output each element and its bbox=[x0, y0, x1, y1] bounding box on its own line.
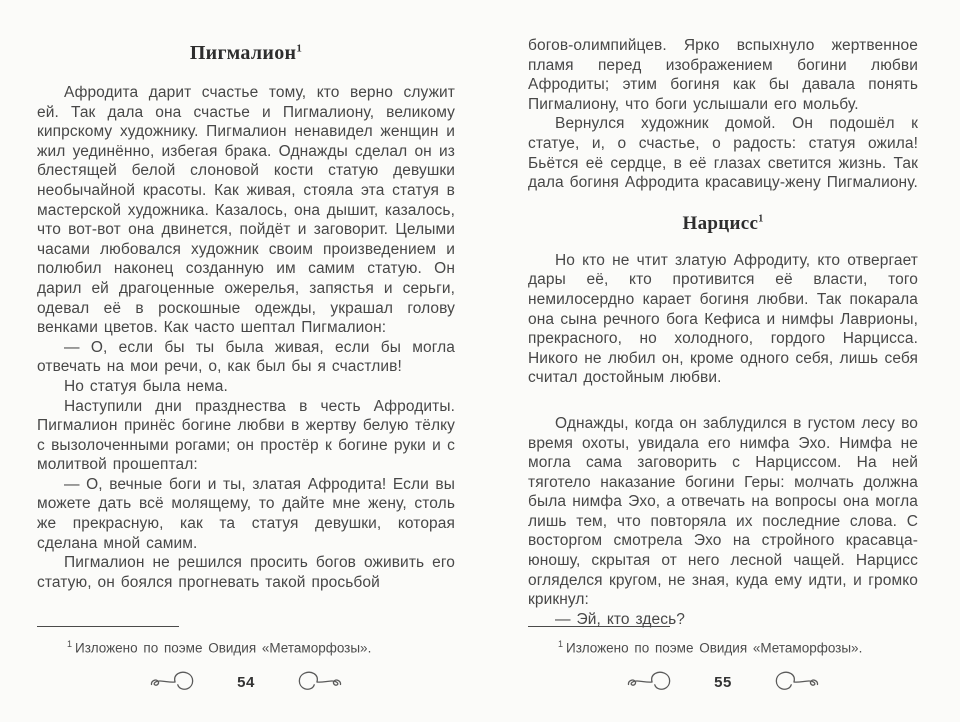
paragraph: Вернулся художник домой. Он подошёл к статуе, и, о счастье, о радость: статуя ожила! Бьётся её сердце, в её глазах светится жизнь. Так дала богиня Афродита красавицу-жену Пигмалиону. bbox=[528, 115, 918, 192]
footnote-reference-mark: 1 bbox=[758, 213, 764, 225]
footnote bbox=[528, 636, 918, 657]
paragraph-dialogue: — О, вечные боги и ты, златая Афродита! Если вы можете дать всё молящему, то дайте мне жену, столь же прекрасную, как та статуя девушки, которая сделана мной самим. bbox=[37, 475, 455, 552]
pager bbox=[37, 668, 455, 696]
flourish-right-icon bbox=[762, 670, 820, 694]
paragraph-dialogue: — Эй, кто здесь? bbox=[555, 610, 686, 628]
story-title-text: Пигмалион bbox=[189, 42, 297, 64]
left-page-body bbox=[37, 83, 455, 592]
story-title-text: Нарцисс bbox=[682, 212, 759, 234]
paragraph-dialogue: — О, если бы ты была живая, если бы могла отвечать на мои речи, о, как был бы я счастлив! bbox=[37, 338, 455, 376]
flourish-right-icon bbox=[285, 670, 343, 694]
footnote bbox=[37, 636, 455, 657]
footnote-divider bbox=[37, 626, 179, 627]
footnote-text: Изложено по поэме Овидия «Метаморфозы». bbox=[566, 640, 863, 655]
left-page bbox=[37, 36, 455, 696]
paragraph: Наступили дни празднества в честь Афродиты. Пигмалион принёс богине любви в жертву белую тёлку с вызолоченными рогами; он простёр к богине руки и с молитвой прошептал: bbox=[37, 397, 455, 474]
footnote-reference-mark: 1 bbox=[296, 42, 303, 55]
footnote-mark: 1 bbox=[67, 638, 73, 649]
paragraph: Но статуя была нема. bbox=[64, 377, 228, 395]
story-title-narcissus bbox=[528, 213, 918, 235]
flourish-left-icon bbox=[626, 670, 684, 694]
page-number: 55 bbox=[714, 673, 732, 691]
left-page-footer bbox=[37, 626, 455, 697]
pager bbox=[528, 668, 918, 696]
right-page bbox=[528, 36, 918, 696]
paragraph: Пигмалион не решился просить богов оживить его статую, он боялся прогневать такой просьбой bbox=[37, 554, 455, 591]
right-page-body bbox=[528, 36, 918, 629]
paragraph: Но кто не чтит златую Афродиту, кто отвергает дары её, кто противится её власти, того немилосердно карает богиня любви. Так покарала она сына речного бога Кефиса и нимфы Лаврионы, прекрасного, но холодного, гордого Нарцисса. Никого не любил он, кроме одного себя, лишь себя считал достойным любви. bbox=[528, 251, 918, 387]
flourish-left-icon bbox=[149, 670, 207, 694]
right-page-footer bbox=[528, 626, 918, 697]
paragraph: Однажды, когда он заблудился в густом лесу во время охоты, увидала его нимфа Эхо. Нимфа не могла сама заговорить с Нарциссом. На ней тяготело наказание богини Геры: молчать должна была нимфа Эхо, а отвечать на вопросы она могла лишь тем, что повторяла их последние слова. С восторгом смотрела Эхо на стройного красавца-юношу, скрытая от него лесной чащей. Нарцисс огляделся кругом, не зная, куда ему идти, и громко крикнул: bbox=[528, 414, 918, 609]
footnote-divider bbox=[528, 626, 670, 627]
paragraph-continuation: богов-олимпийцев. Ярко вспыхнуло жертвенное пламя перед изображением богини любви Афродиты; этим богиня как бы давала понять Пигмалиону, что боги услышали его мольбу. bbox=[528, 37, 918, 113]
page-number: 54 bbox=[237, 673, 255, 691]
footnote-mark: 1 bbox=[558, 638, 564, 649]
paragraph: Афродита дарит счастье тому, кто верно служит ей. Так дала она счастье и Пигмалиону, великому кипрскому художнику. Пигмалион ненавидел женщин и жил уединённо, избегая брака. Однажды сделал он из блестящей белой слоновой кости статую девушки необычайной красоты. Как живая, стояла эта статуя в мастерской художника. Казалось, она дышит, казалось, что вот-вот она двинется, пойдёт и заговорит. Целыми часами любовался художник своим произведением и полюбил наконец созданную им самим статую. Он дарил ей драгоценные ожерелья, запястья и серьги, одевал её в роскошные одежды, украшал голову венками цветов. Как часто шептал Пигмалион: bbox=[37, 84, 455, 337]
footnote-text: Изложено по поэме Овидия «Метаморфозы». bbox=[75, 640, 372, 655]
story-title-pygmalion bbox=[37, 42, 455, 65]
